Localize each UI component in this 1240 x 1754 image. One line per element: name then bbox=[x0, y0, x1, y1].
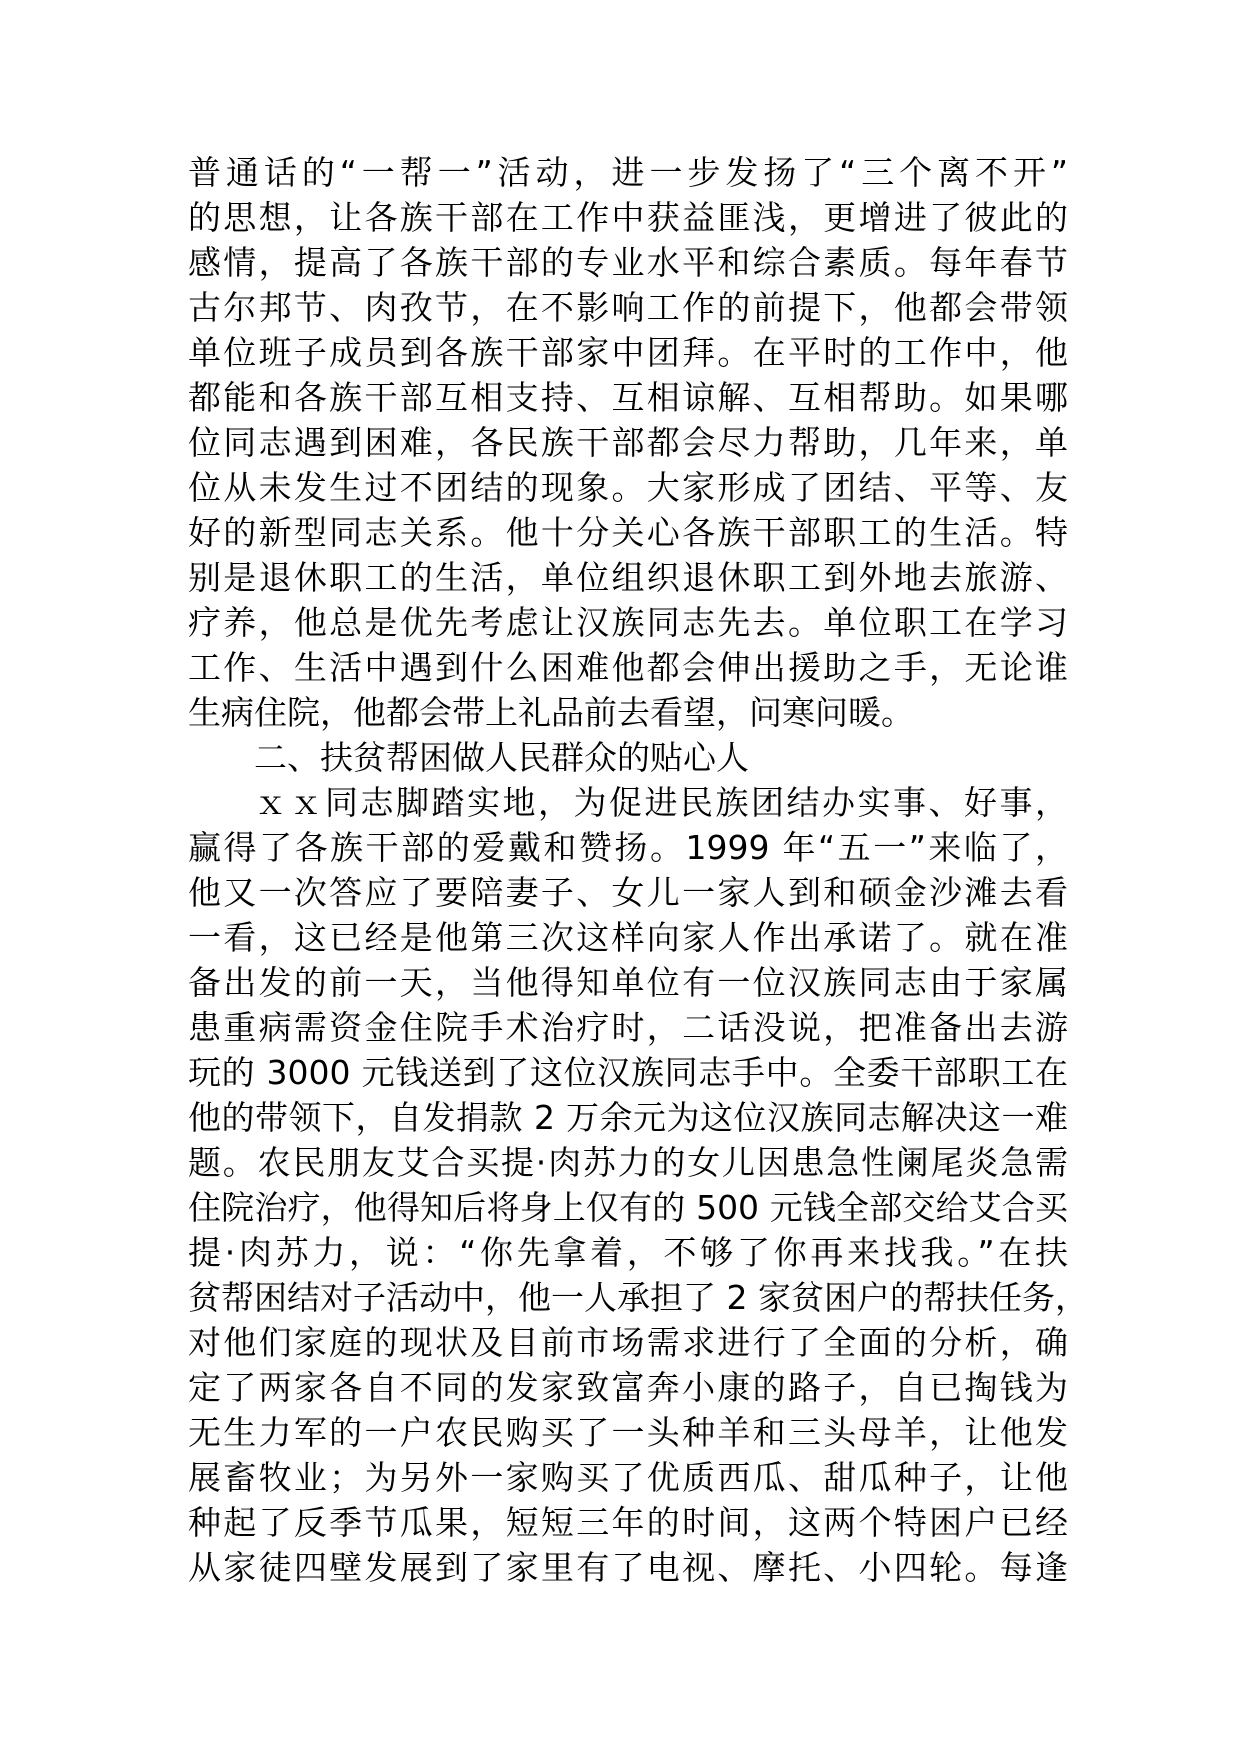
text-line: 疗养，他总是优先考虑让汉族同志先去。单位职工在学习 bbox=[188, 603, 1068, 642]
text-line: 贫帮困结对子活动中，他一人承担了 2 家贫困户的帮扶任务， bbox=[188, 1278, 1088, 1317]
text-line: 生病住院，他都会带上礼品前去看望，问寒问暖。 bbox=[188, 693, 914, 732]
text-line: 工作、生活中遇到什么困难他都会伸出援助之手，无论谁 bbox=[188, 648, 1068, 687]
text-line: 住院治疗，他得知后将身上仅有的 500 元钱全部交给艾合买 bbox=[188, 1188, 1068, 1227]
text-line: 提·肉苏力，说：“你先拿着，不够了你再来找我。”在扶 bbox=[188, 1233, 1068, 1272]
text-line: 种起了反季节瓜果，短短三年的时间，这两个特困户已经 bbox=[188, 1503, 1068, 1542]
text-line: 他的带领下，自发捐款 2 万余元为这位汉族同志解决这一难 bbox=[188, 1098, 1068, 1137]
heading-line: 二、扶贫帮困做人民群众的贴心人 bbox=[254, 738, 749, 777]
text-line: 他又一次答应了要陪妻子、女儿一家人到和硕金沙滩去看 bbox=[188, 873, 1068, 912]
text-line: 都能和各族干部互相支持、互相谅解、互相帮助。如果哪 bbox=[188, 378, 1068, 417]
text-line: 对他们家庭的现状及目前市场需求进行了全面的分析，确 bbox=[188, 1323, 1068, 1362]
text-line: 单位班子成员到各族干部家中团拜。在平时的工作中，他 bbox=[188, 333, 1068, 372]
text-line: 古尔邦节、肉孜节，在不影响工作的前提下，他都会带领 bbox=[188, 288, 1068, 327]
paragraph-1 bbox=[188, 150, 1068, 735]
section-heading bbox=[188, 735, 1068, 780]
text-line: 的思想，让各族干部在工作中获益匪浅，更增进了彼此的 bbox=[188, 198, 1068, 237]
text-line: 定了两家各自不同的发家致富奔小康的路子，自已掏钱为 bbox=[188, 1368, 1068, 1407]
text-line: 备出发的前一天，当他得知单位有一位汉族同志由于家属 bbox=[188, 963, 1068, 1002]
text-line: 患重病需资金住院手术治疗时，二话没说，把准备出去游 bbox=[188, 1008, 1068, 1047]
text-line: 赢得了各族干部的爱戴和赞扬。1999 年“五一”来临了， bbox=[188, 828, 1068, 867]
text-line: 普通话的“一帮一”活动，进一步发扬了“三个离不开” bbox=[188, 153, 1068, 192]
paragraph-2 bbox=[188, 780, 1088, 1590]
text-line: ｘｘ同志脚踏实地，为促进民族团结办实事、好事， bbox=[254, 783, 1068, 822]
text-line: 无生力军的一户农民购买了一头种羊和三头母羊，让他发 bbox=[188, 1413, 1068, 1452]
text-line: 位从未发生过不团结的现象。大家形成了团结、平等、友 bbox=[188, 468, 1068, 507]
text-line: 感情，提高了各族干部的专业水平和综合素质。每年春节 bbox=[188, 243, 1068, 282]
text-line: 好的新型同志关系。他十分关心各族干部职工的生活。特 bbox=[188, 513, 1068, 552]
document-body bbox=[188, 150, 1088, 1590]
text-line: 题。农民朋友艾合买提·肉苏力的女儿因患急性阑尾炎急需 bbox=[188, 1143, 1068, 1182]
text-line: 位同志遇到困难，各民族干部都会尽力帮助，几年来，单 bbox=[188, 423, 1068, 462]
text-line: 从家徒四壁发展到了家里有了电视、摩托、小四轮。每逢 bbox=[188, 1548, 1068, 1587]
text-line: 一看，这已经是他第三次这样向家人作出承诺了。就在准 bbox=[188, 918, 1068, 957]
text-line: 别是退休职工的生活，单位组织退休职工到外地去旅游、 bbox=[188, 558, 1068, 597]
text-line: 玩的 3000 元钱送到了这位汉族同志手中。全委干部职工在 bbox=[188, 1053, 1068, 1092]
text-line: 展畜牧业；为另外一家购买了优质西瓜、甜瓜种子，让他 bbox=[188, 1458, 1068, 1497]
